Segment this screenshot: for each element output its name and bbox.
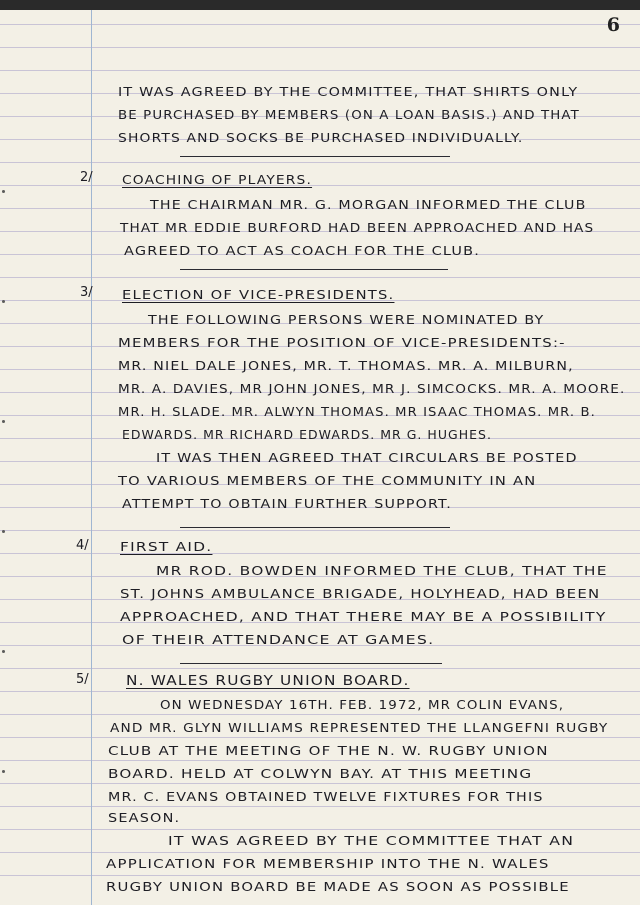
section-2-line-3: AGREED TO ACT AS COACH FOR THE CLUB. (124, 244, 481, 258)
notebook-page (0, 10, 640, 905)
section-4-title: FIRST AID. (120, 540, 213, 554)
intro-line-2: BE PURCHASED BY MEMBERS (ON A LOAN BASIS.) AND THAT (118, 108, 580, 122)
section-divider (180, 527, 450, 528)
section-5-line-8: APPLICATION FOR MEMBERSHIP INTO THE N. WALES (106, 857, 550, 871)
section-4-line-1: MR ROD. BOWDEN INFORMED THE CLUB, THAT THE (156, 564, 608, 578)
section-3-line-2: MEMBERS FOR THE POSITION OF VICE-PRESIDENTS:- (118, 336, 566, 350)
section-divider (180, 663, 442, 664)
section-4-number: 4/ (76, 538, 89, 553)
section-3-line-8: TO VARIOUS MEMBERS OF THE COMMUNITY IN AN (118, 474, 537, 488)
section-5-line-6: SEASON. (108, 811, 181, 825)
section-2-line-2: THAT MR EDDIE BURFORD HAD BEEN APPROACHED AND HAS (120, 221, 595, 235)
section-2-number: 2/ (80, 170, 93, 185)
section-3-line-3: MR. NIEL DALE JONES, MR. T. THOMAS. MR. A. MILBURN, (118, 359, 574, 373)
page-number: 6 (606, 14, 620, 36)
section-5-title: N. WALES RUGBY UNION BOARD. (126, 674, 410, 689)
section-5-line-3: CLUB AT THE MEETING OF THE N. W. RUGBY UNION (108, 744, 549, 758)
section-5-line-5: MR. C. EVANS OBTAINED TWELVE FIXTURES FOR THIS (108, 790, 544, 804)
section-2-title: COACHING OF PLAYERS. (122, 173, 313, 187)
section-4-line-4: OF THEIR ATTENDANCE AT GAMES. (122, 633, 435, 647)
section-divider (180, 269, 448, 270)
section-3-number: 3/ (80, 285, 93, 300)
section-3-line-7: IT WAS THEN AGREED THAT CIRCULARS BE POSTED (156, 451, 578, 465)
section-3-title: ELECTION OF VICE-PRESIDENTS. (122, 288, 395, 302)
section-5-number: 5/ (76, 672, 89, 687)
section-3-line-4: MR. A. DAVIES, MR JOHN JONES, MR J. SIMCOCKS. MR. A. MOORE. (118, 382, 626, 396)
section-5-line-7: IT WAS AGREED BY THE COMMITTEE THAT AN (168, 834, 575, 848)
section-5-line-9: RUGBY UNION BOARD BE MADE AS SOON AS POSSIBLE (106, 880, 570, 894)
intro-line-1: IT WAS AGREED BY THE COMMITTEE, THAT SHIRTS ONLY (118, 85, 579, 99)
section-3-line-6: EDWARDS. MR RICHARD EDWARDS. MR G. HUGHES. (122, 428, 492, 442)
section-4-line-2: ST. JOHNS AMBULANCE BRIGADE, HOLYHEAD, HAD BEEN (120, 587, 601, 601)
intro-line-3: SHORTS AND SOCKS BE PURCHASED INDIVIDUALLY. (118, 131, 524, 145)
section-3-line-9: ATTEMPT TO OBTAIN FURTHER SUPPORT. (122, 497, 452, 511)
section-5-line-2: AND MR. GLYN WILLIAMS REPRESENTED THE LLANGEFNI RUGBY (110, 721, 609, 735)
section-5-line-1: ON WEDNESDAY 16TH. FEB. 1972, MR COLIN EVANS, (160, 698, 565, 712)
margin-line (91, 10, 92, 905)
section-3-line-5: MR. H. SLADE. MR. ALWYN THOMAS. MR ISAAC THOMAS. MR. B. (118, 405, 596, 419)
section-3-line-1: THE FOLLOWING PERSONS WERE NOMINATED BY (148, 313, 545, 327)
section-4-line-3: APPROACHED, AND THAT THERE MAY BE A POSSIBILITY (120, 610, 607, 624)
section-divider (180, 156, 450, 157)
section-5-line-4: BOARD. HELD AT COLWYN BAY. AT THIS MEETING (108, 767, 533, 781)
section-2-line-1: THE CHAIRMAN MR. G. MORGAN INFORMED THE CLUB (150, 198, 587, 212)
